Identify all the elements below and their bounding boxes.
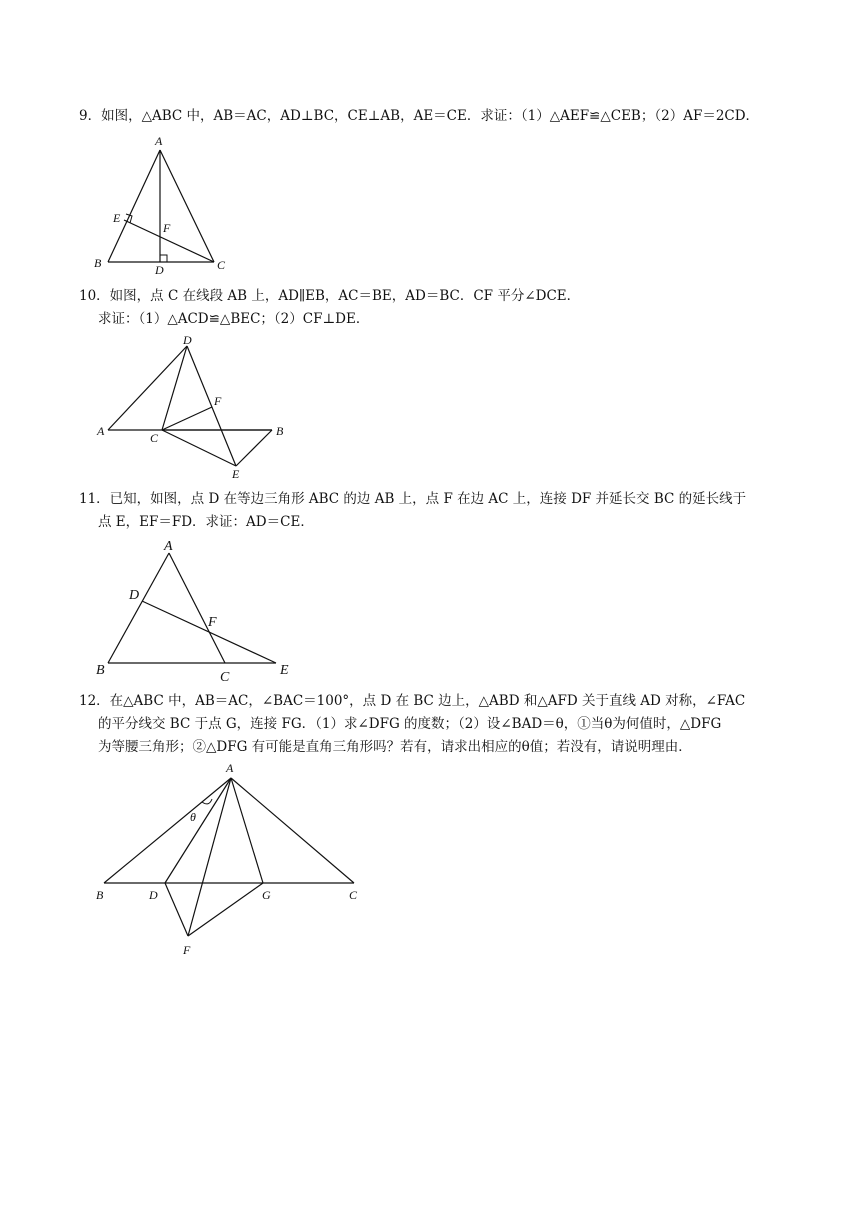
label-d: D (129, 588, 140, 603)
label-b: B (96, 888, 104, 902)
problem-12-line-3: 为等腰三角形；②△DFG 有可能是直角三角形吗？若有，请求出相应的θ值；若没有，请说明理由． (98, 739, 692, 755)
label-d: D (149, 888, 158, 902)
label-b: B (96, 663, 105, 678)
label-b: B (276, 424, 284, 438)
label-f: F (163, 221, 171, 235)
label-d: D (155, 263, 164, 277)
label-c: C (150, 431, 159, 445)
label-f: F (183, 943, 191, 957)
label-f: F (208, 615, 217, 630)
label-c: C (217, 258, 226, 272)
problem-10-figure (90, 332, 300, 482)
label-e: E (232, 467, 240, 481)
label-c: C (349, 888, 358, 902)
problem-11-line-1: 11．已知，如图，点 D 在等边三角形 ABC 的边 AB 上，点 F 在边 AC 上，连接 DF 并延长交 BC 的延长线于 (79, 491, 747, 507)
label-a: A (97, 424, 105, 438)
theta-label: θ (190, 810, 196, 824)
label-c: C (220, 670, 230, 685)
label-g: G (262, 888, 271, 902)
label-d: D (183, 333, 192, 347)
label-e: E (113, 211, 121, 225)
problem-10-line-1: 10．如图，点 C 在线段 AB 上，AD∥EB，AC＝BE，AD＝BC．CF 平分∠DCE． (79, 288, 581, 304)
problem-11-figure (90, 535, 305, 685)
label-b: B (94, 256, 102, 270)
label-a: A (226, 761, 234, 775)
problem-9-figure (90, 132, 240, 277)
label-a: A (155, 134, 163, 148)
label-a: A (164, 539, 173, 554)
label-f: F (214, 394, 222, 408)
problem-12-figure (90, 758, 370, 963)
problem-12-line-1: 12．在△ABC 中，AB＝AC，∠BAC＝100°，点 D 在 BC 边上，△ABD 和△AFD 关于直线 AD 对称，∠FAC (79, 693, 746, 709)
label-e: E (280, 663, 289, 678)
problem-11-line-2: 点 E，EF＝FD．求证：AD＝CE． (98, 514, 314, 530)
problem-10-line-2: 求证：（1）△ACD≌△BEC；（2）CF⊥DE． (98, 311, 370, 327)
problem-9-line-1: 9．如图，△ABC 中，AB＝AC，AD⊥BC，CE⊥AB，AE＝CE．求证：（1）△AEF≌△CEB；（2）AF＝2CD． (79, 108, 760, 124)
problem-12-line-2: 的平分线交 BC 于点 G，连接 FG．（1）求∠DFG 的度数；（2）设∠BAD＝θ，①当θ为何值时，△DFG (98, 716, 722, 732)
